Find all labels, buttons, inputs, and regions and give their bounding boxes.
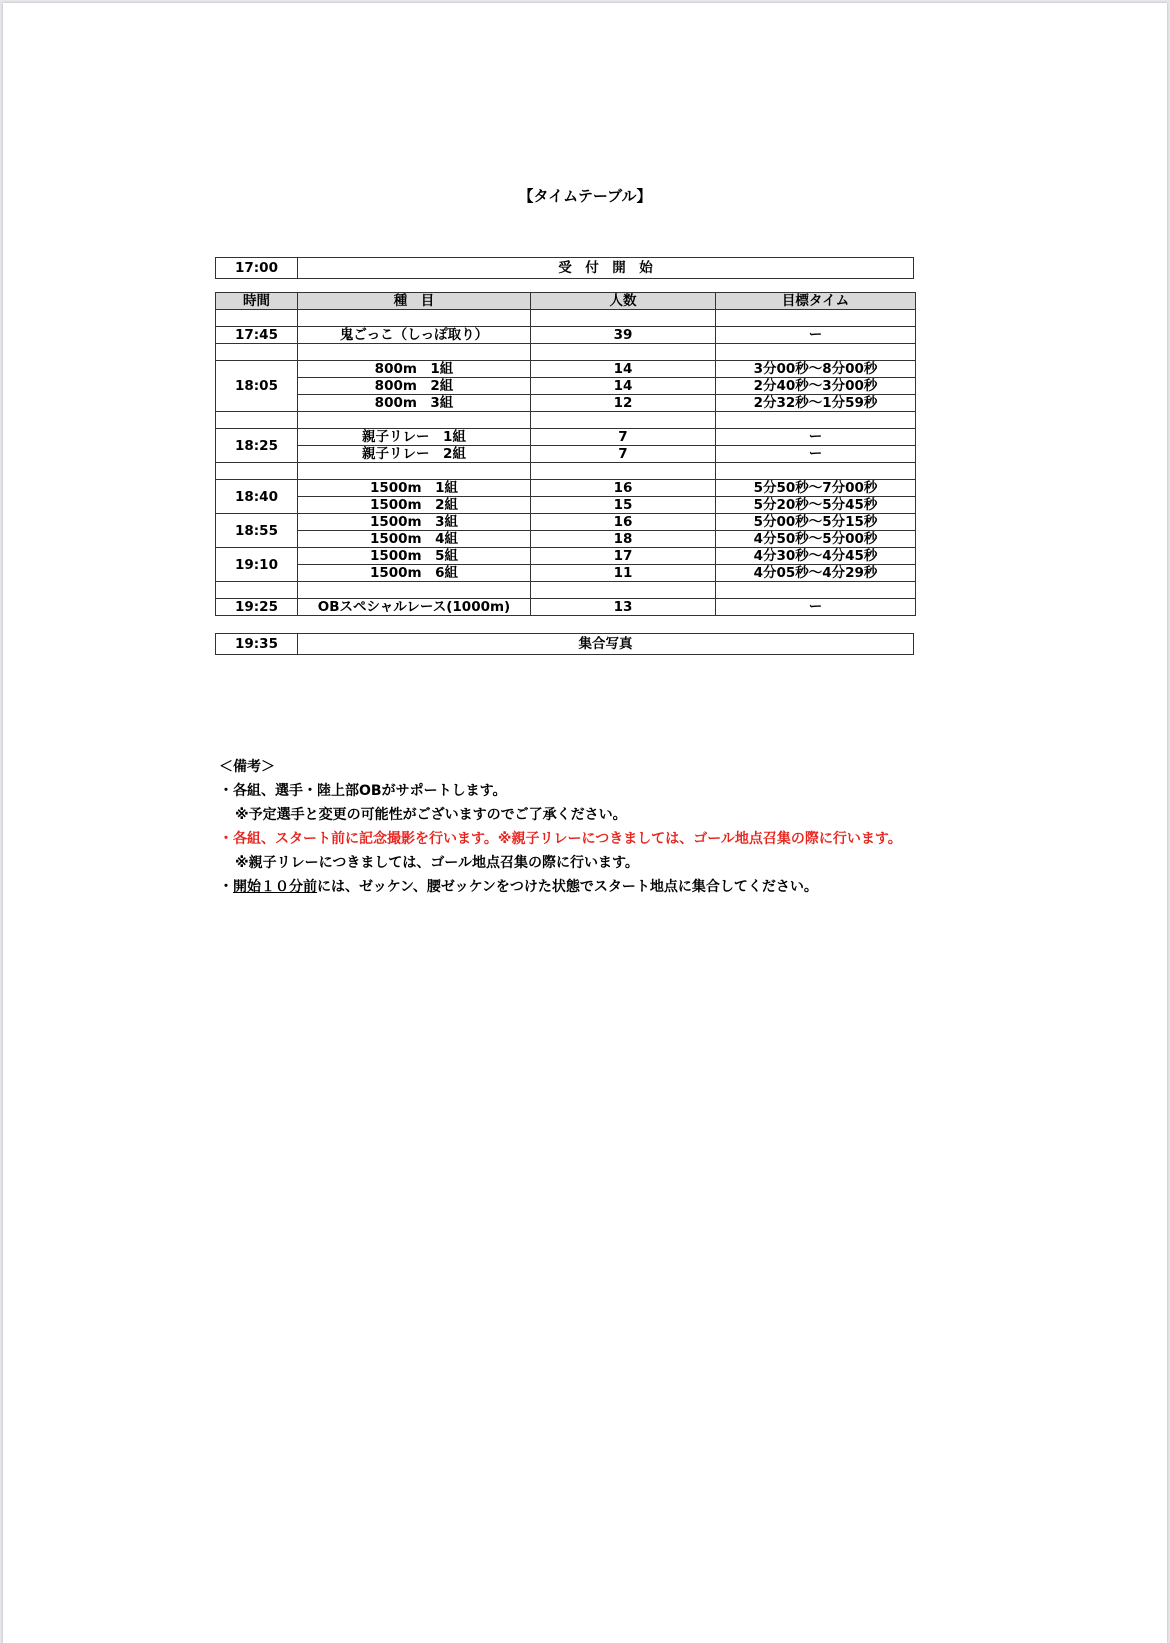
count-cell: 14 bbox=[531, 361, 716, 378]
count-cell: 16 bbox=[531, 480, 716, 497]
time-cell: 18:05 bbox=[216, 361, 298, 412]
event-cell: 800m 3組 bbox=[298, 395, 531, 412]
event-cell: 親子リレー 2組 bbox=[298, 446, 531, 463]
target-cell: ー bbox=[716, 429, 916, 446]
time-cell: 18:55 bbox=[216, 514, 298, 548]
reception-label: 受 付 開 始 bbox=[298, 258, 914, 279]
target-cell: ー bbox=[716, 446, 916, 463]
note-line: ※親子リレーにつきましては、ゴール地点召集の際に行います。 bbox=[235, 855, 639, 871]
event-cell: 1500m 5組 bbox=[298, 548, 531, 565]
table-row bbox=[216, 480, 916, 497]
note-line-red: ・各組、スタート前に記念撮影を行います。※親子リレーにつきましては、ゴール地点召集の際に行います。 bbox=[219, 831, 902, 847]
table-row bbox=[216, 531, 916, 548]
event-cell: 1500m 6組 bbox=[298, 565, 531, 582]
count-cell: 15 bbox=[531, 497, 716, 514]
table-row bbox=[216, 361, 916, 378]
reception-table bbox=[215, 257, 914, 279]
header-event: 種 目 bbox=[298, 293, 531, 310]
count-cell: 14 bbox=[531, 378, 716, 395]
reception-row bbox=[216, 258, 914, 279]
target-cell: 5分20秒～5分45秒 bbox=[716, 497, 916, 514]
target-cell: 4分50秒～5分00秒 bbox=[716, 531, 916, 548]
count-cell: 17 bbox=[531, 548, 716, 565]
photo-label: 集合写真 bbox=[298, 634, 914, 655]
target-cell: 4分30秒～4分45秒 bbox=[716, 548, 916, 565]
target-cell: 2分32秒～1分59秒 bbox=[716, 395, 916, 412]
table-row bbox=[216, 497, 916, 514]
table-row bbox=[216, 378, 916, 395]
reception-time: 17:00 bbox=[216, 258, 298, 279]
count-cell: 7 bbox=[531, 429, 716, 446]
header-count: 人数 bbox=[531, 293, 716, 310]
spacer-row bbox=[216, 344, 916, 361]
count-cell: 16 bbox=[531, 514, 716, 531]
event-cell: 1500m 2組 bbox=[298, 497, 531, 514]
time-cell: 17:45 bbox=[216, 327, 298, 344]
time-cell: 18:25 bbox=[216, 429, 298, 463]
table-row bbox=[216, 395, 916, 412]
spacer-row bbox=[216, 463, 916, 480]
note-line: ※予定選手と変更の可能性がございますのでご了承ください。 bbox=[235, 807, 627, 823]
photo-time: 19:35 bbox=[216, 634, 298, 655]
header-time: 時間 bbox=[216, 293, 298, 310]
note-text: には、ゼッケン、腰ゼッケンをつけた状態でスタート地点に集合してください。 bbox=[317, 879, 818, 895]
event-cell: 800m 2組 bbox=[298, 378, 531, 395]
event-cell: 鬼ごっこ（しっぽ取り） bbox=[298, 327, 531, 344]
note-line: ・各組、選手・陸上部OBがサポートします。 bbox=[219, 783, 507, 799]
table-row bbox=[216, 446, 916, 463]
count-cell: 7 bbox=[531, 446, 716, 463]
note-line bbox=[219, 875, 902, 899]
count-cell: 18 bbox=[531, 531, 716, 548]
schedule-table bbox=[215, 292, 916, 616]
count-cell: 13 bbox=[531, 599, 716, 616]
note-underlined-text: 開始１０分前 bbox=[233, 879, 317, 895]
target-cell: 4分05秒～4分29秒 bbox=[716, 565, 916, 582]
time-cell: 19:10 bbox=[216, 548, 298, 582]
table-row bbox=[216, 327, 916, 344]
target-cell: ー bbox=[716, 327, 916, 344]
spacer-row bbox=[216, 412, 916, 429]
target-cell: 5分50秒～7分00秒 bbox=[716, 480, 916, 497]
spacer-row bbox=[216, 582, 916, 599]
header-target: 目標タイム bbox=[716, 293, 916, 310]
time-cell: 19:25 bbox=[216, 599, 298, 616]
table-row bbox=[216, 514, 916, 531]
photo-table bbox=[215, 633, 914, 655]
table-row bbox=[216, 548, 916, 565]
event-cell: 1500m 1組 bbox=[298, 480, 531, 497]
event-cell: 親子リレー 1組 bbox=[298, 429, 531, 446]
document-page bbox=[3, 3, 1167, 1643]
event-cell: 800m 1組 bbox=[298, 361, 531, 378]
spacer-row bbox=[216, 310, 916, 327]
table-row bbox=[216, 599, 916, 616]
table-row bbox=[216, 429, 916, 446]
count-cell: 12 bbox=[531, 395, 716, 412]
notes-heading: ＜備考＞ bbox=[219, 759, 275, 775]
target-cell: 3分00秒～8分00秒 bbox=[716, 361, 916, 378]
table-header-row bbox=[216, 293, 916, 310]
target-cell: 5分00秒～5分15秒 bbox=[716, 514, 916, 531]
time-cell: 18:40 bbox=[216, 480, 298, 514]
target-cell: 2分40秒～3分00秒 bbox=[716, 378, 916, 395]
notes-section bbox=[219, 755, 902, 899]
event-cell: OBスペシャルレース(1000m) bbox=[298, 599, 531, 616]
count-cell: 39 bbox=[531, 327, 716, 344]
event-cell: 1500m 4組 bbox=[298, 531, 531, 548]
page-title: 【タイムテーブル】 bbox=[518, 187, 652, 205]
count-cell: 11 bbox=[531, 565, 716, 582]
event-cell: 1500m 3組 bbox=[298, 514, 531, 531]
table-row bbox=[216, 565, 916, 582]
target-cell: ー bbox=[716, 599, 916, 616]
note-bullet: ・ bbox=[219, 879, 233, 895]
photo-row bbox=[216, 634, 914, 655]
